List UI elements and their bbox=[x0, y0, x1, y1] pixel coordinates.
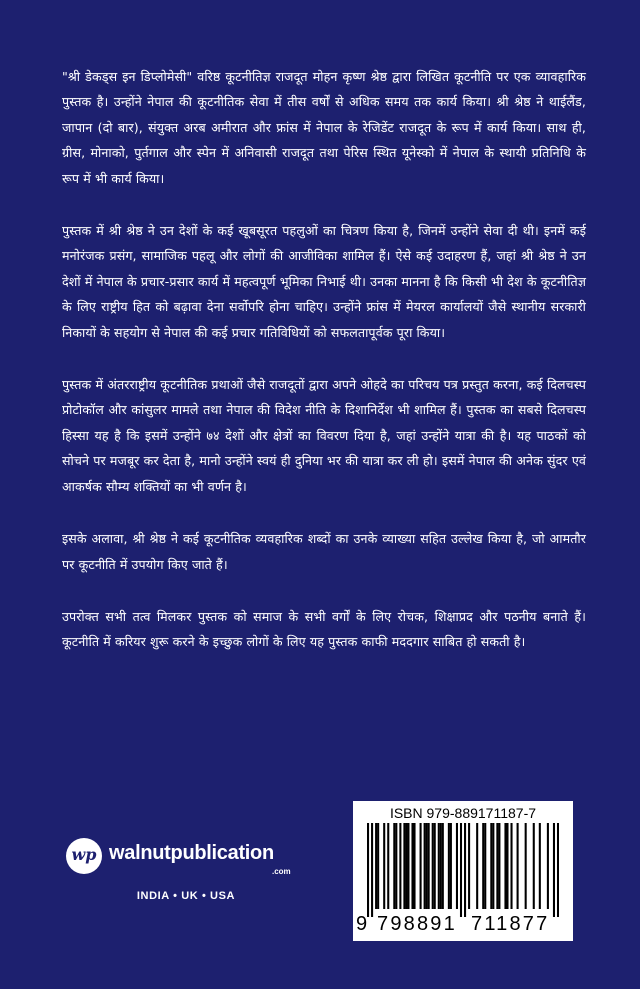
barcode-bar bbox=[371, 823, 373, 917]
barcode-bar bbox=[525, 823, 527, 909]
barcode-bar bbox=[557, 823, 559, 917]
barcode-bar bbox=[399, 823, 401, 909]
isbn-barcode-box bbox=[353, 801, 573, 941]
isbn-label: ISBN 979-889171187-7 bbox=[389, 805, 537, 821]
blurb-paragraph-1: "श्री डेकड्स इन डिप्लोमेसी" वरिष्ठ कूटनीतिज्ञ राजदूत मोहन कृष्ण श्रेष्ठ द्वारा लिखित कूटनीति पर एक व्यावहारिक पुस्तक है। उन्होंने नेपाल की कूटनीतिक सेवा में तीस वर्षों से अधिक समय तक कार्य किया। श्री श्रेष्ठ ने थाईलैंड, जापान (दो बार), संयुक्त अरब अमीरात और फ्रांस में नेपाल के रेजिडेंट राजदूत के रूप में कार्य किया। साथ ही, ग्रीस, मोनाको, पुर्तगाल और स्पेन में अनिवासी राजदूत तथा पेरिस स्थित यूनेस्को में नेपाल के स्थायी प्रतिनिधि के रूप में भी कार्य किया। bbox=[62, 69, 586, 186]
barcode-icon bbox=[367, 823, 559, 917]
barcode-bar bbox=[484, 823, 486, 909]
barcode-digits-left: 798891 bbox=[377, 913, 457, 935]
barcode-digits-right: 711877 bbox=[471, 913, 550, 935]
barcode-bar bbox=[496, 823, 498, 909]
barcode-bar bbox=[407, 823, 409, 909]
publisher-logo bbox=[66, 838, 316, 902]
barcode-bar bbox=[492, 823, 494, 909]
barcode-bar bbox=[504, 823, 506, 909]
barcode-bar bbox=[438, 823, 440, 909]
barcode-bar bbox=[377, 823, 379, 909]
publisher-name: walnutpublication bbox=[109, 842, 274, 864]
book-blurb bbox=[62, 64, 586, 682]
barcode-bar bbox=[506, 823, 508, 909]
barcode-bar bbox=[383, 823, 385, 909]
barcode-bar bbox=[413, 823, 415, 909]
barcode-bar bbox=[403, 823, 405, 909]
blurb-paragraph-4: इसके अलावा, श्री श्रेष्ठ ने कई कूटनीतिक व्यवहारिक शब्दों का उनके व्याख्या सहित उल्लेख किया है, जो आमतौर पर कूटनीति में उपयोग किए जाते हैं। bbox=[62, 531, 586, 572]
blurb-paragraph-5: उपरोक्त सभी तत्व मिलकर पुस्तक को समाज के सभी वर्गों के लिए रोचक, शिक्षाप्रद और पठनीय बनाते हैं। कूटनीति में करियर शुरू करने के इच्छुक लोगों के लिए यह पुस्तक काफी मददगार साबित हो सकती है। bbox=[62, 608, 586, 650]
barcode-bar bbox=[440, 823, 442, 909]
barcode-bar bbox=[434, 823, 436, 909]
barcode-bar bbox=[367, 823, 369, 917]
barcode-bar bbox=[420, 823, 422, 909]
barcode-bar bbox=[510, 823, 512, 909]
barcode-bar bbox=[460, 823, 462, 917]
barcode-bar bbox=[482, 823, 484, 909]
barcode-bar bbox=[442, 823, 444, 909]
barcode-bar bbox=[411, 823, 413, 909]
barcode-bar bbox=[375, 823, 377, 909]
barcode-bar bbox=[456, 823, 458, 909]
barcode-bar bbox=[448, 823, 450, 909]
publisher-domain-suffix: .com bbox=[272, 867, 291, 876]
barcode-bar bbox=[428, 823, 430, 909]
walnut-logo-icon: wp bbox=[66, 838, 102, 874]
barcode-bar bbox=[490, 823, 492, 909]
barcode-bar bbox=[468, 823, 470, 909]
barcode-bar bbox=[517, 823, 519, 909]
barcode-digit-first: 9 bbox=[356, 913, 368, 935]
barcode-bar bbox=[395, 823, 397, 909]
barcode-bar bbox=[464, 823, 466, 917]
barcode-bar bbox=[432, 823, 434, 909]
barcode-bar bbox=[424, 823, 426, 909]
barcode-bar bbox=[387, 823, 389, 909]
barcode-bar bbox=[539, 823, 541, 909]
barcode-bar bbox=[393, 823, 395, 909]
blurb-paragraph-2: पुस्तक में श्री श्रेष्ठ ने उन देशों के कई खूबसूरत पहलुओं का चित्रण किया है, जिनमें उन्होंने सेवा दी थी। इनमें कई मनोरंजक प्रसंग, सामाजिक पहलू और लोगों की आजीविका शामिल हैं। ऐसे कई उदाहरण हैं, जहां श्री श्रेष्ठ ने उन देशों में नेपाल के प्रचार-प्रसार कार्य में महत्वपूर्ण भूमिका निभाई थी। उनका मानना है कि किसी भी देश के कूटनीतिज्ञ के लिए राष्ट्रीय हित को बढ़ावा देना सर्वोपरि होना चाहिए। उन्होंने फ्रांस में मेयरल कार्यालयों जैसे स्थानीय सरकारी निकायों के सहयोग से नेपाल की कई प्रचार गतिविधियों को सफलतापूर्वक पूरा किया। bbox=[62, 223, 586, 340]
barcode-bar bbox=[553, 823, 555, 917]
barcode-bar bbox=[498, 823, 500, 909]
barcode-bar bbox=[450, 823, 452, 909]
barcode-bar bbox=[476, 823, 478, 909]
barcode-bar bbox=[547, 823, 549, 909]
barcode-digits bbox=[353, 913, 573, 937]
publisher-regions: INDIA • UK • USA bbox=[136, 890, 236, 902]
blurb-paragraph-3: पुस्तक में अंतरराष्ट्रीय कूटनीतिक प्रथाओं जैसे राजदूतों द्वारा अपने ओहदे का परिचय पत्र प्रस्तुत करना, कई दिलचस्प प्रोटोकॉल और कांसुलर मामले तथा नेपाल की विदेश नीति के दिशानिर्देश भी शामिल हैं। पुस्तक का सबसे दिलचस्प हिस्सा यह है कि इसमें उन्होंने ७४ देशों और क्षेत्रों का विवरण दिया है, जहां उन्होंने यात्रा की है। यह पाठकों को सोचने पर मजबूर कर देता है, मानो उन्होंने स्वयं ही दुनिया भर की यात्रा कर ली हो। इसमें नेपाल की अनेक सुंदर एवं आकर्षक सौम्य शक्तियों का भी वर्णन है। bbox=[62, 377, 586, 494]
barcode-bar bbox=[405, 823, 407, 909]
barcode-bar bbox=[426, 823, 428, 909]
barcode-bar bbox=[533, 823, 535, 909]
